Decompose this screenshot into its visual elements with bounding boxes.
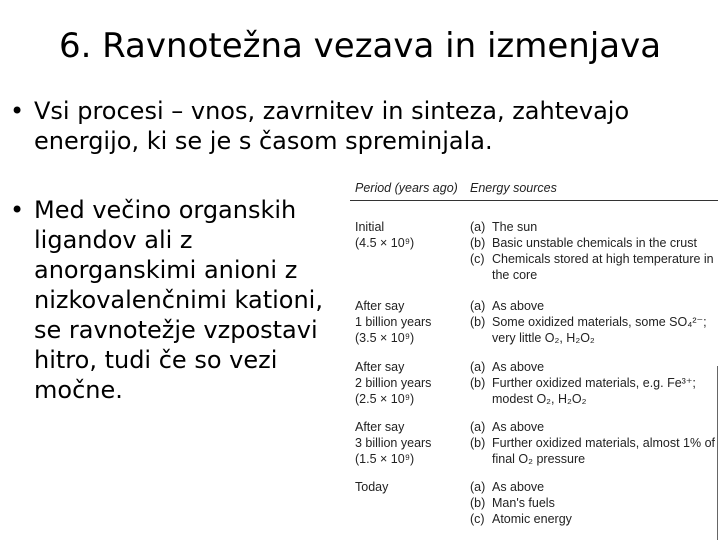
- source-item: [470, 479, 715, 495]
- source-label: (a): [470, 420, 486, 434]
- source-text: Further oxidized materials, e.g. Fe³⁺; modest O₂, H₂O₂: [492, 376, 696, 406]
- source-label: (c): [470, 512, 485, 526]
- period-cell: [355, 219, 465, 251]
- source-item: [470, 235, 715, 251]
- header-rule: [350, 200, 718, 201]
- period-line: 2 billion years: [355, 376, 432, 390]
- source-text: Atomic energy: [492, 512, 572, 526]
- source-item: [470, 495, 715, 511]
- period-line: After say: [355, 420, 405, 434]
- source-text: As above: [492, 420, 545, 434]
- bullet-marker: •: [10, 97, 25, 125]
- source-label: (b): [470, 236, 486, 250]
- source-label: (a): [470, 360, 486, 374]
- sources-cell: [470, 419, 715, 467]
- table-border: [717, 366, 718, 540]
- source-text: As above: [492, 360, 545, 374]
- source-item: [470, 375, 715, 407]
- source-label: (a): [470, 220, 486, 234]
- source-text: As above: [492, 480, 545, 494]
- bullet-text: Med večino organskih ligandov ali z anorganskimi anioni z nizkovalenčnimi kationi, se ravnotežje vzpostavi hitro, tudi če so vezi močne.: [34, 196, 323, 404]
- source-label: (b): [470, 315, 486, 329]
- bullet-marker: •: [10, 196, 25, 224]
- sources-cell: [470, 359, 715, 407]
- period-line: (4.5 × 10⁹): [355, 236, 415, 250]
- source-item: [470, 511, 715, 527]
- sources-cell: [470, 298, 715, 346]
- bullet-item: [10, 195, 330, 405]
- period-line: 1 billion years: [355, 315, 432, 329]
- period-cell: [355, 479, 465, 495]
- period-cell: [355, 359, 465, 407]
- source-text: Some oxidized materials, some SO₄²⁻; very little O₂, H₂O₂: [492, 315, 707, 345]
- bullet-text: Vsi procesi – vnos, zavrnitev in sinteza, zahtevajo energijo, ki se je s časom spreminjala.: [34, 97, 630, 155]
- source-item: [470, 435, 715, 467]
- source-text: The sun: [492, 220, 538, 234]
- source-item: [470, 298, 715, 314]
- source-text: Man's fuels: [492, 496, 555, 510]
- header-sources: Energy sources: [470, 181, 557, 195]
- sources-cell: [470, 219, 715, 283]
- source-item: [470, 359, 715, 375]
- source-label: (b): [470, 496, 486, 510]
- energy-sources-table: [350, 176, 720, 540]
- period-line: (2.5 × 10⁹): [355, 392, 415, 406]
- source-item: [470, 314, 715, 346]
- source-label: (b): [470, 376, 486, 390]
- source-text: Basic unstable chemicals in the crust: [492, 236, 697, 250]
- bullet-item: [10, 96, 700, 156]
- sources-cell: [470, 479, 715, 527]
- source-label: (a): [470, 299, 486, 313]
- period-line: Today: [355, 480, 389, 494]
- source-item: [470, 419, 715, 435]
- source-text: Further oxidized materials, almost 1% of final O₂ pressure: [492, 436, 716, 466]
- source-item: [470, 219, 715, 235]
- source-item: [470, 251, 715, 283]
- source-label: (a): [470, 480, 486, 494]
- period-line: After say: [355, 360, 405, 374]
- period-cell: [355, 298, 465, 346]
- period-line: After say: [355, 299, 405, 313]
- source-text: Chemicals stored at high temperature in the core: [492, 252, 714, 282]
- table-header: [350, 176, 720, 196]
- slide-title: 6. Ravnotežna vezava in izmenjava: [58, 26, 662, 66]
- period-cell: [355, 419, 465, 467]
- period-line: (1.5 × 10⁹): [355, 452, 415, 466]
- period-line: (3.5 × 10⁹): [355, 331, 415, 345]
- source-text: As above: [492, 299, 545, 313]
- header-period: Period (years ago): [355, 181, 458, 195]
- source-label: (c): [470, 252, 485, 266]
- period-line: 3 billion years: [355, 436, 432, 450]
- source-label: (b): [470, 436, 486, 450]
- period-line: Initial: [355, 220, 385, 234]
